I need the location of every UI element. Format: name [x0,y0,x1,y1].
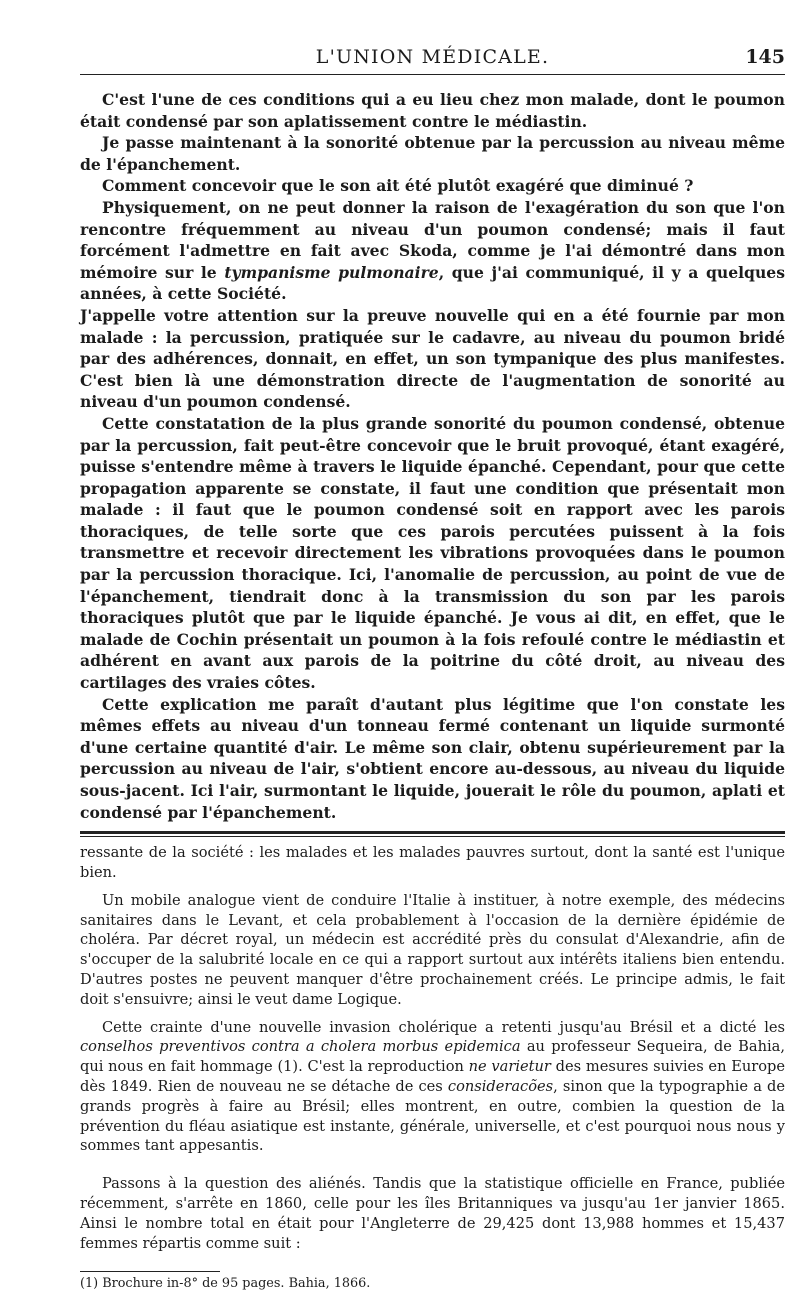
text-run: des mesures suivies en Europe dès 1849. Rien de nouveau ne se détache de ces [80,1058,786,1095]
paragraph [80,197,785,305]
italic-term: tympanisme pulmonaire [224,262,439,282]
text-run: au professeur Sequeira, de Bahia, qui nous en fait hommage (1). C'est la reproduction [80,1038,785,1076]
page-header [80,40,785,74]
header-rule [80,74,785,75]
italic-term: conselhos preventivos contra a cholera morbus epidemica [80,1038,521,1056]
footnote: (1) Brochure in-8° de 95 pages. Bahia, 1866. [80,1271,220,1292]
running-title: L'UNION MÉDICALE. [315,46,550,68]
text-run: Cette crainte d'une nouvelle invasion cholérique a retenti jusqu'au Brésil et a dicté les [102,1018,785,1036]
section-rule-thin [80,836,785,837]
paragraph: Passons à la question des aliénés. Tandis que la statistique officielle en France, publiée récemment, s'arrête en 1860, celle pour les îles Britanniques va jusqu'au 1er janvier 1865. Ainsi le nombre total en était pour l'Angleterre de 29,425 dont 13,988 hommes et 15,437 femmes répartis comme suit : [80,1175,785,1252]
paragraph: Cette explication me paraît d'autant plus légitime que l'on constate les mêmes effets au niveau d'un tonneau fermé contenant un liquide surmonté d'une certaine quantité d'air. Le même son clair, obtenu supérieurement par la percussion au niveau de l'air, s'obtient encore au-dessous, au niveau du liquide sous-jacent. Ici l'air, surmontant le liquide, jouerait le rôle du poumon, aplati et condensé par l'épanchement. [80,694,785,822]
paragraph: Comment concevoir que le son ait été plutôt exagéré que diminué ? [102,176,694,196]
paragraph: Je passe maintenant à la sonorité obtenue par la percussion au niveau même de l'épanchement. [80,133,785,174]
paragraph: ressante de la société : les malades et les malades pauvres surtout, dont la santé est l'unique bien. [80,844,785,881]
main-article [80,89,785,823]
italic-term: ne varietur [468,1058,551,1076]
paragraph: Cette constatation de la plus grande sonorité du poumon condensé, obtenue par la percussion, fait peut-être concevoir que le bruit provoqué, étant exagéré, puisse s'entendre même à travers le liquide épanché. Cependant, pour que cette propagation apparente se constate, il faut une condition que présentait mon malade : il faut que le poumon condensé soit en rapport avec les parois thoraciques, de telle sorte que ces parois percutées puissent à la fois transmettre et recevoir directement les vibrations provoquées dans le poumon par la percussion thoracique. Ici, l'anomalie de percussion, au point de vue de l'épanchement, tiendrait donc à la transmission du son par les parois thoraciques plutôt que par le liquide épanché. Je vous ai dit, en effet, que le malade de Cochin présentait un poumon à la fois refoulé contre le médiastin et adhérent en avant aux parois de la poitrine du côté droit, au niveau des cartilages des vraies côtes. [80,413,785,693]
paragraph: J'appelle votre attention sur la preuve nouvelle qui en a été fournie par mon malade : la percussion, pratiquée sur le cadavre, au niveau du poumon bridé par des adhérences, donnait, en effet, un son tympanique des plus manifestes. C'est bien là une démonstration directe de l'augmentation de sonorité au niveau d'un poumon condensé. [80,305,785,412]
italic-term: consideracões [447,1077,554,1095]
text-run: , que j'ai communiqué, il y a quelques années, à cette Société. [80,262,785,304]
page-number: 145 [745,46,785,68]
text-run: Physiquement, on ne peut donner la raison de l'exagération du son que l'on rencontre fréquemment au niveau d'un poumon condensé; mais il faut forcément l'admettre en fait avec Skoda, comme je l'ai démontré dans mon mémoire sur le [80,197,785,282]
section-rule [80,831,785,834]
paragraph [80,1018,785,1157]
page [80,40,785,1292]
text-run: , sinon que la typographie a de grands progrès à faire au Brésil; elles montrent, en outre, combien la question de la prévention du fléau asiatique est instante, générale, universelle, et c'est pourquoi nous nous y sommes tant appesantis. [80,1077,785,1155]
feuilleton [80,843,785,1253]
paragraph: Un mobile analogue vient de conduire l'Italie à instituer, à notre exemple, des médecins sanitaires dans le Levant, et cela probablement à l'occasion de la dernière épidémie de choléra. Par décret royal, un médecin est accrédité près du consulat d'Alexandrie, afin de s'occuper de la salubrité locale en ce qui a rapport surtout aux intérêts italiens bien entendu. D'autres postes ne peuvent manquer d'être prochainement créés. Le principe admis, le fait doit s'ensuivre; ainsi le veut dame Logique. [80,891,785,1008]
paragraph: C'est l'une de ces conditions qui a eu lieu chez mon malade, dont le poumon était condensé par son aplatissement contre le médiastin. [80,90,785,131]
